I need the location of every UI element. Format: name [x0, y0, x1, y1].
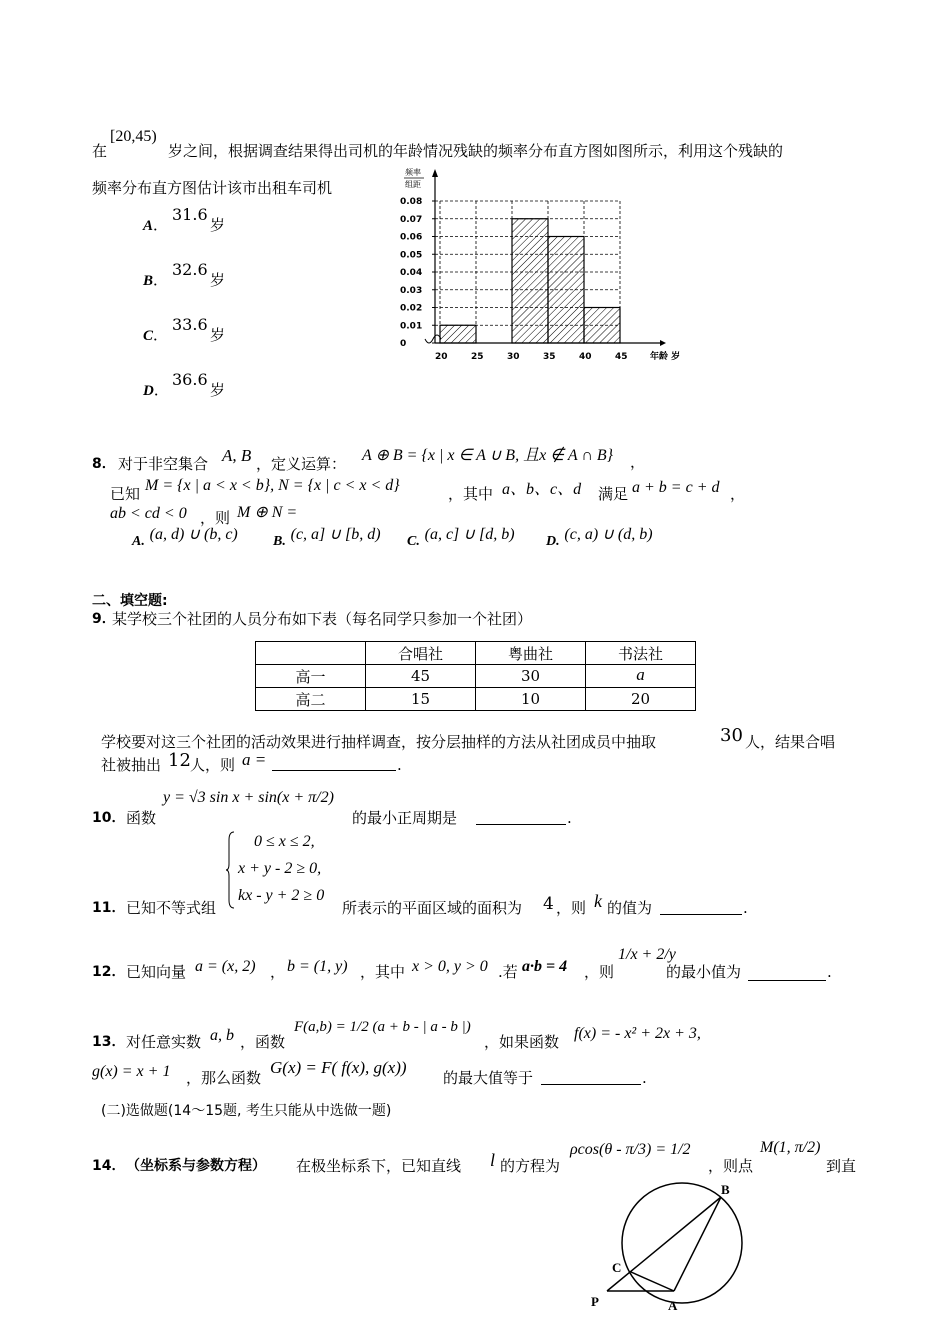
q9-n: 30 — [720, 725, 743, 746]
x-tick-label: 20 — [435, 352, 448, 362]
q14-eq: ρcos(θ - π/3) = 1/2 — [570, 1141, 691, 1158]
y-tick-label: 0.06 — [400, 232, 423, 243]
q8-mn: M = {x | a < x < b}, N = {x | c < x < d} — [145, 477, 400, 494]
q12-if: .若 — [498, 963, 518, 981]
table-row — [256, 665, 696, 688]
q13-G: G(x) = F( f(x), g(x)) — [270, 1058, 407, 1077]
x-tick-label: 25 — [471, 352, 484, 362]
y-tick-label: 0.07 — [400, 214, 423, 225]
q9-number: 9． — [92, 611, 116, 627]
elective-heading: (二)选做题(14～15题, 考生只能从中选做一题) — [101, 1103, 392, 1119]
q8-vars: a、b、c、d — [502, 481, 582, 498]
q13-post: 的最大值等于 — [443, 1069, 534, 1087]
q7-option-b-value: 32.6 — [172, 260, 208, 279]
y-tick-label: 0.02 — [400, 303, 423, 314]
q7-option-a-value: 31.6 — [172, 205, 208, 224]
q8-where: ，其中 — [448, 485, 494, 503]
q10-number: 10． — [92, 810, 126, 826]
q14-text4: 到直 — [826, 1157, 857, 1175]
table-cell: 高一 — [256, 665, 366, 688]
table-cell: 高二 — [256, 688, 366, 711]
q13-pre: 对任意实数 — [126, 1033, 202, 1051]
q14-text3: ，则点 — [708, 1157, 754, 1175]
table-header-row — [256, 642, 696, 665]
q14-tag: （坐标系与参数方程） — [126, 1158, 266, 1174]
q12-vector-a: a = (x, 2) — [195, 958, 256, 975]
x-tick-label: 45 — [615, 352, 628, 362]
q12-answer-blank[interactable] — [748, 966, 826, 981]
q12-pre: 已知向量 — [126, 963, 187, 981]
y-axis-arrow — [432, 169, 438, 177]
q8-def-label: ，定义运算： — [256, 455, 347, 473]
x-axis-label: 年龄 岁 — [650, 352, 681, 362]
q9-k: 12 — [168, 750, 191, 771]
q13-mid: ，函数 — [240, 1033, 286, 1051]
q9-text: 某学校三个社团的人员分布如下表（每名同学只参加一个社团） — [112, 610, 533, 628]
y-tick-label: 0.01 — [400, 321, 423, 332]
y-axis-label-top: 频率 — [405, 168, 421, 177]
label-a: A — [668, 1298, 678, 1313]
q7-option-d-value: 36.6 — [172, 370, 208, 389]
q11-ineq-1: 0 ≤ x ≤ 2, — [254, 833, 315, 850]
section-title-fill-blank: 二、填空题: — [92, 593, 168, 609]
axis-break — [425, 335, 441, 343]
q8-number: 8． — [92, 456, 116, 472]
segment-pb — [607, 1197, 721, 1291]
q12-where: ，其中 — [360, 963, 406, 981]
q7-option-d[interactable]: D． — [143, 381, 169, 399]
q8-option-d[interactable]: D. (c, a) ∪ (d, b) — [546, 526, 653, 549]
x-tick-label: 30 — [507, 352, 520, 362]
q8-sets: A, B — [222, 446, 252, 465]
q9-line1b: 人，结果合唱 — [745, 733, 836, 751]
y-tick-label: 0.05 — [400, 250, 423, 261]
q12-end: . — [827, 963, 832, 981]
table-cell: 10 — [476, 688, 586, 711]
table-cell: 20 — [586, 688, 696, 711]
y-axis-label-bottom: 组距 — [405, 180, 421, 189]
q12-then: ，则 — [584, 963, 615, 981]
club-table — [255, 641, 696, 711]
y-tick-label: 0.04 — [400, 268, 423, 278]
q11-mid2: ，则 — [556, 899, 587, 917]
q11-answer-blank[interactable] — [660, 900, 742, 915]
q11-number: 11． — [92, 900, 126, 916]
q11-post: 的值为 — [607, 899, 653, 917]
table-cell — [256, 642, 366, 665]
q12-expr: 1/x + 2/y — [618, 946, 676, 963]
q8-comma: ， — [630, 453, 646, 471]
q13-vars: a, b — [210, 1027, 234, 1044]
q8-option-b[interactable]: B. (c, a] ∪ [b, d) — [273, 526, 381, 549]
y-tick-label: 0.03 — [400, 285, 423, 296]
histogram-bar — [440, 325, 476, 343]
y-tick-label: 0 — [400, 339, 407, 349]
q8-then: ，则 — [200, 509, 231, 527]
q11-k: k — [594, 891, 602, 911]
table-cell: 合唱社 — [366, 642, 476, 665]
y-tick-label: 0.08 — [400, 197, 423, 207]
q12-post: 的最小值为 — [666, 963, 742, 981]
q7-option-a-unit: 岁 — [210, 216, 226, 234]
histogram-bar — [584, 308, 620, 344]
q10-pre: 函数 — [126, 809, 157, 827]
q13-answer-blank[interactable] — [541, 1070, 641, 1085]
table-cell: a — [586, 665, 696, 688]
q7-option-d-unit: 岁 — [210, 381, 226, 399]
q11-mid: 所表示的平面区域的面积为 — [342, 899, 523, 917]
q13-F: F(a,b) = 1/2 (a + b - | a - b |) — [294, 1019, 471, 1035]
x-tick-label: 35 — [543, 352, 556, 362]
table-cell: 45 — [366, 665, 476, 688]
q13-end: . — [642, 1069, 647, 1087]
segment-ab — [674, 1197, 721, 1291]
q8-cond2: ab < cd < 0 — [110, 505, 187, 522]
histogram-bar — [548, 237, 584, 344]
q7-option-a[interactable]: A． — [143, 216, 169, 234]
q7-option-c-value: 33.6 — [172, 315, 208, 334]
q7-option-b[interactable]: B． — [143, 271, 169, 289]
table-cell: 粤曲社 — [476, 642, 586, 665]
q12-dot: a·b = 4 — [522, 958, 568, 975]
q14-text1: 在极坐标系下，已知直线 — [296, 1157, 462, 1175]
q13-mid3: ，那么函数 — [186, 1069, 262, 1087]
q8-cond1: a + b = c + d — [632, 479, 720, 496]
label-c: C — [612, 1260, 622, 1275]
q8-satisfy: 满足 — [598, 485, 629, 503]
x-tick-label: 40 — [579, 352, 592, 362]
q11-ineq-3: kx - y + 2 ≥ 0 — [238, 887, 325, 904]
q8-given: 已知 — [110, 485, 141, 503]
histogram-bar — [512, 219, 548, 343]
q14-M: M(1, π/2) — [760, 1139, 821, 1156]
q9-line1a: 学校要对这三个社团的活动效果进行抽样调查，按分层抽样的方法从社团成员中抽取 — [101, 733, 657, 751]
q9-answer-blank[interactable] — [272, 756, 396, 771]
q8-definition: A ⊕ B = {x | x ∈ A ∪ B, 且x ∉ A ∩ B} — [362, 447, 614, 464]
q12-cond: x > 0, y > 0 — [412, 958, 488, 975]
q13-number: 13． — [92, 1034, 126, 1050]
q11-end: . — [743, 899, 748, 917]
q7-option-c-unit: 岁 — [210, 326, 226, 344]
q11-pre: 已知不等式组 — [126, 899, 217, 917]
q7-line1-suffix: 岁之间，根据调查结果得出司机的年龄情况残缺的频率分布直方图如图所示，利用这个残缺的 — [168, 142, 784, 160]
circle-figure — [585, 1180, 755, 1320]
q7-line1: 在 — [92, 142, 108, 160]
q10-formula: y = √3 sin x + sin(x + π/2) — [163, 789, 334, 806]
q13-mid2: ，如果函数 — [484, 1033, 560, 1051]
q11-ineq-2: x + y - 2 ≥ 0, — [238, 860, 322, 877]
q10-end: . — [567, 809, 572, 827]
q8-ask: M ⊕ N = — [237, 504, 298, 521]
q7-option-b-unit: 岁 — [210, 271, 226, 289]
q8-intro: 对于非空集合 — [118, 455, 209, 473]
label-b: B — [721, 1182, 730, 1197]
table-row — [256, 688, 696, 711]
q7-line2: 频率分布直方图估计该市出租车司机 — [92, 179, 333, 197]
x-axis-arrow — [660, 340, 666, 346]
q7-option-c[interactable]: C． — [143, 326, 169, 344]
table-cell: 15 — [366, 688, 476, 711]
q13-g: g(x) = x + 1 — [92, 1063, 171, 1080]
table-cell: 30 — [476, 665, 586, 688]
q11-brace — [226, 830, 236, 910]
q14-number: 14． — [92, 1158, 126, 1174]
segment-ca — [631, 1272, 674, 1291]
q8-comma2: ， — [730, 485, 746, 503]
q12-number: 12． — [92, 964, 126, 980]
label-p: P — [591, 1294, 599, 1309]
q14-text2: 的方程为 — [500, 1157, 561, 1175]
histogram-chart — [360, 165, 690, 375]
q8-option-c[interactable]: C. (a, c] ∪ [d, b) — [407, 526, 515, 549]
q10-answer-blank[interactable] — [476, 810, 566, 825]
q9-line2a: 社被抽出 — [101, 756, 162, 774]
q10-post: 的最小正周期是 — [352, 809, 458, 827]
table-cell: 书法社 — [586, 642, 696, 665]
q9-end: . — [397, 756, 402, 774]
q8-option-a[interactable]: A. (a, d) ∪ (b, c) — [132, 526, 238, 549]
q7-interval: [20,45) — [110, 128, 157, 145]
q13-f: f(x) = - x² + 2x + 3, — [574, 1025, 701, 1042]
q9-ask: a = — [242, 750, 267, 769]
q11-area: 4 — [543, 894, 554, 914]
q12-vector-b: b = (1, y) — [287, 958, 348, 975]
q9-line2b: 人，则 — [190, 756, 236, 774]
circle — [622, 1183, 742, 1303]
q14-l: l — [490, 1150, 496, 1170]
